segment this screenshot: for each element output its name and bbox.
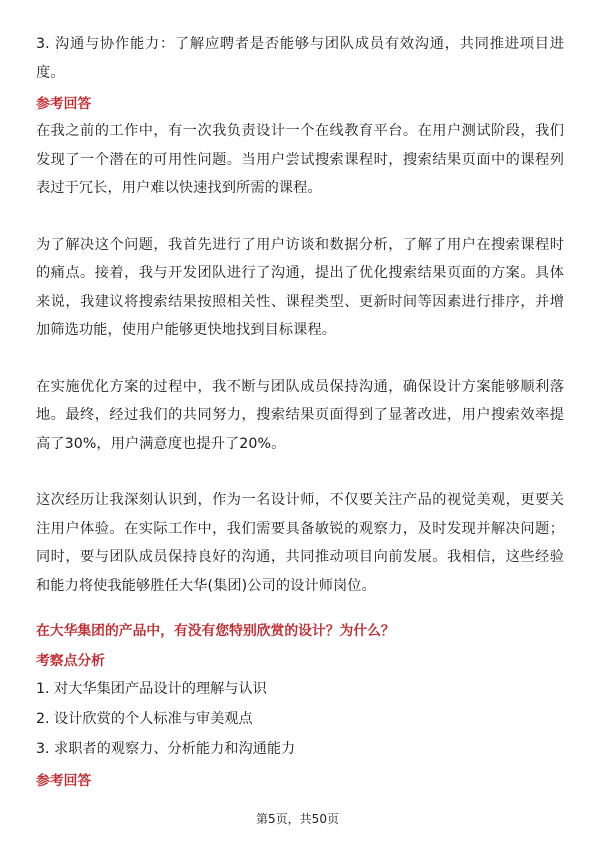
answer-heading: 参考回答 xyxy=(36,96,92,112)
answer-paragraph: 为了解决这个问题，我首先进行了用户访谈和数据分析，了解了用户在搜索课程时的痛点。接着，我与开发团队进行了沟通，提出了优化搜索结果页面的方案。具体来说，我建议将搜索结果按照相关性、课程类型、更新时间等因素进行排序，并增加筛选功能，使用户能够更快地找到目标课程。 xyxy=(36,236,564,338)
answer-paragraph: 在我之前的工作中，有一次我负责设计一个在线教育平台。在用户测试阶段，我们发现了一个潜在的可用性问题。当用户尝试搜索课程时，搜索结果页面中的课程列表过于冗长，用户难以快速找到所需的课程。 xyxy=(36,123,564,196)
analysis-item: 1. 对大华集团产品设计的理解与认识 xyxy=(36,681,267,697)
analysis-heading: 考察点分析 xyxy=(36,653,105,669)
answer-paragraph: 在实施优化方案的过程中，我不断与团队成员保持沟通，确保设计方案能够顺利落地。最终，经过我们的共同努力，搜索结果页面得到了显著改进，用户搜索效率提高了30%，用户满意度也提升了20%。 xyxy=(36,378,564,452)
page-footer: 第5页，共50页 xyxy=(256,812,339,826)
intro-item: 3. 沟通与协作能力：了解应聘者是否能够与团队成员有效沟通，共同推进项目进度。 xyxy=(36,36,564,81)
answer-heading: 参考回答 xyxy=(36,773,92,789)
analysis-item: 2. 设计欣赏的个人标准与审美观点 xyxy=(36,711,253,727)
answer-paragraph: 这次经历让我深刻认识到，作为一名设计师，不仅要关注产品的视觉美观，更要关注用户体验。在实际工作中，我们需要具备敏锐的观察力，及时发现并解决问题；同时，要与团队成员保持良好的沟通，共同推动项目向前发展。我相信，这些经验和能力将使我能够胜任大华(集团)公司的设计师岗位。 xyxy=(36,492,564,594)
analysis-item: 3. 求职者的观察力、分析能力和沟通能力 xyxy=(36,741,296,757)
document-page xyxy=(36,30,564,794)
question-title: 在大华集团的产品中，有没有您特别欣赏的设计？为什么？ xyxy=(36,623,395,639)
